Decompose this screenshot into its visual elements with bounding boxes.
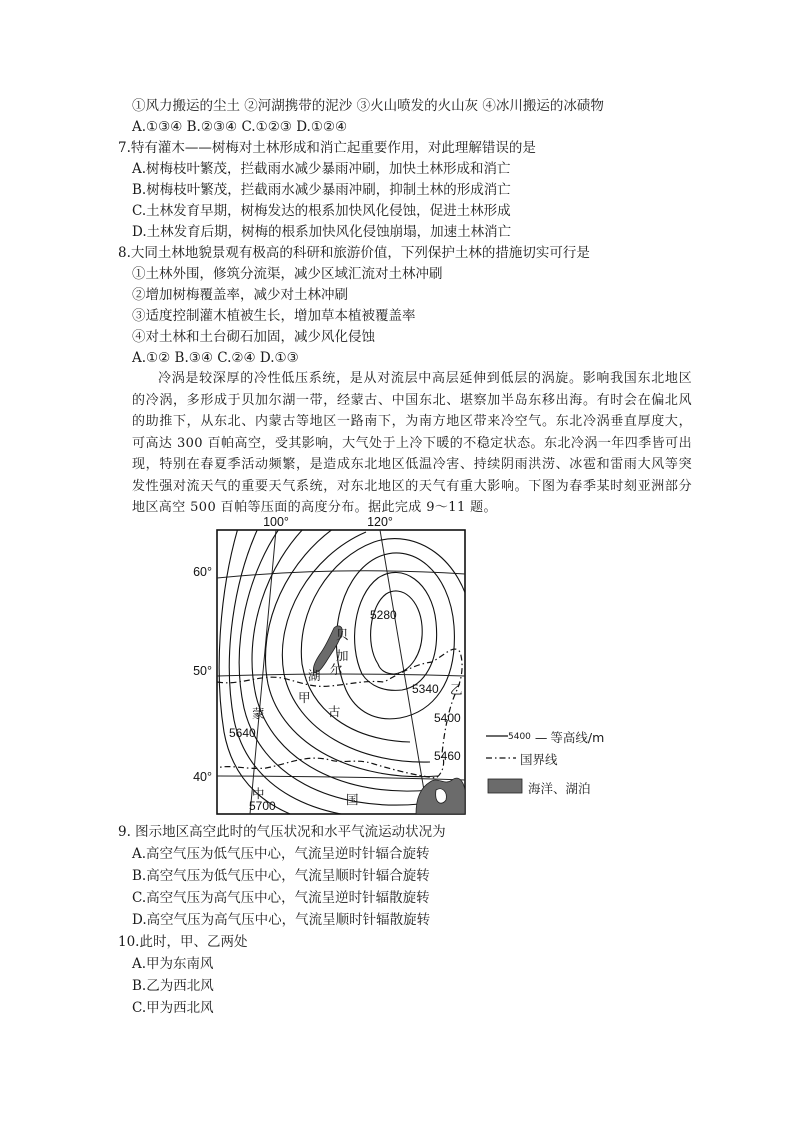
- q7-option-b: B.树梅枝叶繁茂，拦截雨水减少暴雨冲刷，抑制土林的形成消亡: [132, 182, 511, 198]
- q10-option-c: C.甲为西北风: [132, 1000, 214, 1016]
- q7-option-d: D.土林发育后期，树梅的根系加快风化侵蚀崩塌，加速土林消亡: [132, 224, 512, 240]
- q8-item-3: ③适度控制灌木植被生长，增加草本植被覆盖率: [132, 308, 416, 324]
- contour-label-5280: 5280: [370, 608, 397, 622]
- q7-option-a: A.树梅枝叶繁茂，拦截雨水减少暴雨冲刷，加快土林形成和消亡: [132, 161, 511, 177]
- place-label-hu: 湖: [308, 668, 321, 683]
- q8-item-1: ①土林外围，修筑分流渠，减少区域汇流对土林冲刷: [132, 266, 443, 282]
- legend-contour: [508, 728, 604, 746]
- place-label-guo: 国: [346, 792, 359, 807]
- place-label-jia: 加: [336, 648, 349, 663]
- q10-option-a: A.甲为东南风: [132, 956, 214, 972]
- legend-contour-dash: —: [534, 729, 548, 745]
- place-label-meng: 蒙: [252, 706, 265, 721]
- lat-label-60: 60°: [193, 565, 212, 579]
- place-label-zhong: 中: [252, 786, 265, 801]
- q9-stem: 9. 图示地区高空此时的气压状况和水平气流运动状况为: [118, 824, 446, 840]
- place-label-gu: 古: [328, 704, 341, 719]
- q8-choices: A.①② B.③④ C.②④ D.①③: [132, 350, 299, 366]
- q9-option-a: A.高空气压为低气压中心，气流呈逆时针辐合旋转: [132, 846, 430, 862]
- place-label-er: 尔: [330, 662, 343, 677]
- q10-stem: 10.此时，甲、乙两处: [118, 934, 248, 950]
- point-yi: 乙: [450, 682, 463, 697]
- q8-item-4: ④对土林和土台砌石加固，减少风化侵蚀: [132, 329, 375, 345]
- contour-label-5640: 5640: [229, 726, 256, 740]
- q8-stem: 8.大同土林地貌景观有极高的科研和旅游价值，下列保护土林的措施切实可行是: [118, 245, 590, 261]
- q6-choices: A.①③④ B.②③④ C.①②③ D.①②④: [132, 119, 348, 135]
- contour-label-5340: 5340: [412, 682, 439, 696]
- place-label-bei: 贝: [336, 627, 349, 642]
- legend-water-swatch: [488, 779, 522, 793]
- q7-stem: 7.特有灌木——树梅对土林形成和消亡起重要作用，对此理解错误的是: [118, 140, 536, 156]
- legend-contour-label: 等高线/m: [550, 730, 605, 745]
- peninsula: [436, 789, 447, 803]
- contour-label-5460: 5460: [434, 749, 461, 763]
- q9-option-b: B.高空气压为低气压中心，气流呈顺时针辐合旋转: [132, 868, 430, 884]
- lon-label-120: 120°: [367, 515, 393, 529]
- contour-label-5700: 5700: [249, 799, 276, 813]
- legend-water: [528, 779, 591, 797]
- lat-label-40: 40°: [193, 770, 212, 784]
- lat-label-50: 50°: [193, 664, 212, 678]
- point-jia: 甲: [298, 690, 311, 705]
- contour-label-5400: 5400: [434, 711, 461, 725]
- reading-passage: 冷涡是较深厚的冷性低压系统，是从对流层中高层延伸到低层的涡旋。影响我国东北地区的冷涡，多形成于贝加尔湖一带，经蒙古、中国东北、堪察加半岛东移出海。有时会在偏北风的助推下，从东北、内蒙古等地区一路南下，为南方地区带来冷空气。东北冷涡垂直厚度大，可高达 300 百帕高空，受其影响，大气处于上冷下暖的不稳定状态。东北冷涡一年四季皆可出现，特别在春夏季活动频繁，是造成东北地区低温冷害、持续阴雨洪涝、冰雹和雷雨大风等突发性强对流天气的重要天气系统，对东北地区的天气有重大影响。下图为春季某时刻亚洲部分地区高空 500 百帕等压面的高度分布。据此完成 9～11 题。: [132, 371, 692, 515]
- lon-label-100: 100°: [263, 515, 289, 529]
- q7-option-c: C.土林发育早期，树梅发达的根系加快风化侵蚀，促进土林形成: [132, 203, 511, 219]
- legend-water-label: 海洋、湖泊: [528, 781, 591, 796]
- contour-map: [180, 514, 660, 816]
- contour-map-figure: [180, 514, 660, 816]
- q8-item-2: ②增加树梅覆盖率，减少对土林冲刷: [132, 287, 348, 303]
- q6-items: ①风力搬运的尘土 ②河湖携带的泥沙 ③火山喷发的火山灰 ④冰川搬运的冰碛物: [132, 98, 604, 114]
- q9-option-c: C.高空气压为高气压中心，气流呈逆时针辐散旋转: [132, 890, 430, 906]
- q10-option-b: B.乙为西北风: [132, 978, 214, 994]
- q9-option-d: D.高空气压为高气压中心，气流呈顺时针辐散旋转: [132, 912, 431, 928]
- legend-contour-sample: 5400: [508, 732, 531, 742]
- legend-border-label: 国界线: [520, 752, 558, 767]
- legend-border: [520, 750, 558, 768]
